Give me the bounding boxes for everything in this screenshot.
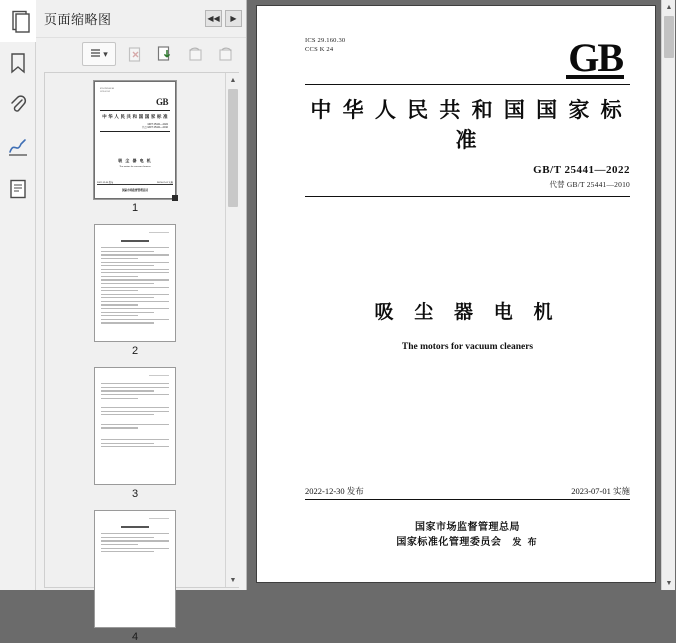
publication-dates (305, 485, 630, 500)
list-item[interactable] (45, 224, 225, 357)
mini-ics: ICS 29.160.30 (100, 88, 114, 90)
sidebar-item-layers[interactable] (0, 168, 36, 210)
mini-implement-date: 2023-07-01 实施 (156, 182, 173, 184)
ccs-code: CCS K 24 (305, 46, 334, 54)
issuer-action: 发 布 (512, 536, 539, 547)
delete-page-button[interactable] (124, 43, 146, 65)
mini-ccs: CCS K 24 (100, 91, 110, 94)
issuer-line-1: 国家市场监督管理总局 (415, 522, 520, 533)
standard-replaces: 代替 GB/T 25441—2010 (549, 180, 630, 190)
extract-page-button[interactable] (154, 43, 176, 65)
mini-doc-title: 吸 尘 器 电 机 (118, 157, 152, 163)
standard-number: GB/T 25441—2022 (533, 164, 630, 177)
sidebar-item-signature[interactable] (0, 126, 36, 168)
thumbnail-panel-header (36, 0, 246, 38)
thumbnail-list (45, 73, 225, 643)
document-view (247, 0, 675, 590)
thumbnail-page-4[interactable] (94, 510, 176, 628)
gb-emblem-text: GB (568, 34, 622, 80)
mini-publish-date: 2022-12-30 发布 (97, 182, 114, 184)
thumbnail-panel (36, 0, 247, 643)
document-page[interactable] (256, 5, 656, 583)
mini-replaces: 代替 GB/T 25441—2010 (141, 126, 168, 130)
layers-icon (9, 179, 27, 199)
thumbnail-scroll-area (44, 72, 239, 643)
mini-issuer: 国家市场监督管理总局 (122, 189, 148, 192)
thumbnail-page-number: 1 (131, 202, 139, 214)
thumbnail-page-3[interactable] (94, 367, 176, 485)
sidebar-item-bookmark[interactable] (0, 42, 36, 84)
sidebar-item-pages[interactable] (0, 0, 39, 42)
issuer-line-2: 国家标准化管理委员会 (396, 536, 502, 548)
panel-title: 页面缩略图 (44, 12, 112, 27)
thumbnail-resize-handle[interactable] (172, 195, 178, 201)
list-item[interactable] (45, 367, 225, 500)
scrollbar-thumb[interactable] (228, 89, 238, 207)
standard-title: 中 华 人 民 共 和 国 国 家 标 准 (310, 98, 625, 153)
thumbnail-toolbar (36, 38, 246, 70)
scroll-up-icon[interactable]: ▲ (226, 73, 240, 87)
sidebar-item-attachment[interactable] (0, 84, 36, 126)
thumbnail-page-number: 3 (131, 488, 139, 500)
mini-standard-title: 中 华 人 民 共 和 国 国 家 标 准 (102, 114, 168, 120)
thumbnail-page-1[interactable] (94, 81, 176, 199)
issuing-authority (305, 521, 630, 550)
thumbnail-page-2[interactable] (94, 224, 176, 342)
pages-icon (11, 10, 31, 32)
panel-next-button[interactable]: ▶ (225, 10, 242, 27)
mini-standard-number: GB/T 25441—2022 (147, 122, 168, 126)
list-item[interactable] (45, 81, 225, 214)
ics-code: ICS 29.160.30 (305, 37, 346, 44)
bookmark-icon (10, 53, 26, 73)
page-content (305, 36, 630, 572)
signature-icon (8, 137, 28, 157)
divider-under-number (305, 196, 630, 197)
panel-prev-button[interactable]: ◀◀ (205, 10, 222, 27)
publish-date: 2022-12-30 发布 (305, 486, 364, 496)
doc-scrollbar-thumb[interactable] (664, 16, 674, 58)
scroll-down-icon[interactable]: ▼ (226, 573, 240, 587)
thumbnail-page-number: 4 (131, 631, 139, 643)
thumbnail-page-number: 2 (131, 345, 139, 357)
mini-doc-title-en: The motors for vacuum cleaners (119, 165, 151, 168)
document-scrollbar[interactable] (661, 0, 675, 590)
doc-scroll-up-icon[interactable]: ▲ (665, 3, 673, 11)
doc-scroll-down-icon[interactable]: ▼ (665, 579, 673, 587)
mini-emblem: GB (155, 96, 168, 107)
divider-top (305, 84, 630, 86)
document-title-en: The motors for vacuum cleaners (401, 342, 534, 353)
implement-date: 2023-07-01 实施 (571, 486, 630, 496)
list-icon (90, 48, 101, 61)
rotate-right-button[interactable] (214, 43, 236, 65)
thumbnail-scrollbar[interactable] (225, 73, 239, 587)
list-item[interactable] (45, 510, 225, 643)
view-options-dropdown[interactable] (82, 42, 116, 66)
attachment-icon (9, 95, 27, 115)
rotate-left-button[interactable] (184, 43, 206, 65)
document-title: 吸 尘 器 电 机 (374, 302, 561, 324)
left-icon-rail (0, 0, 36, 590)
chevron-down-icon: ▾ (103, 48, 108, 59)
